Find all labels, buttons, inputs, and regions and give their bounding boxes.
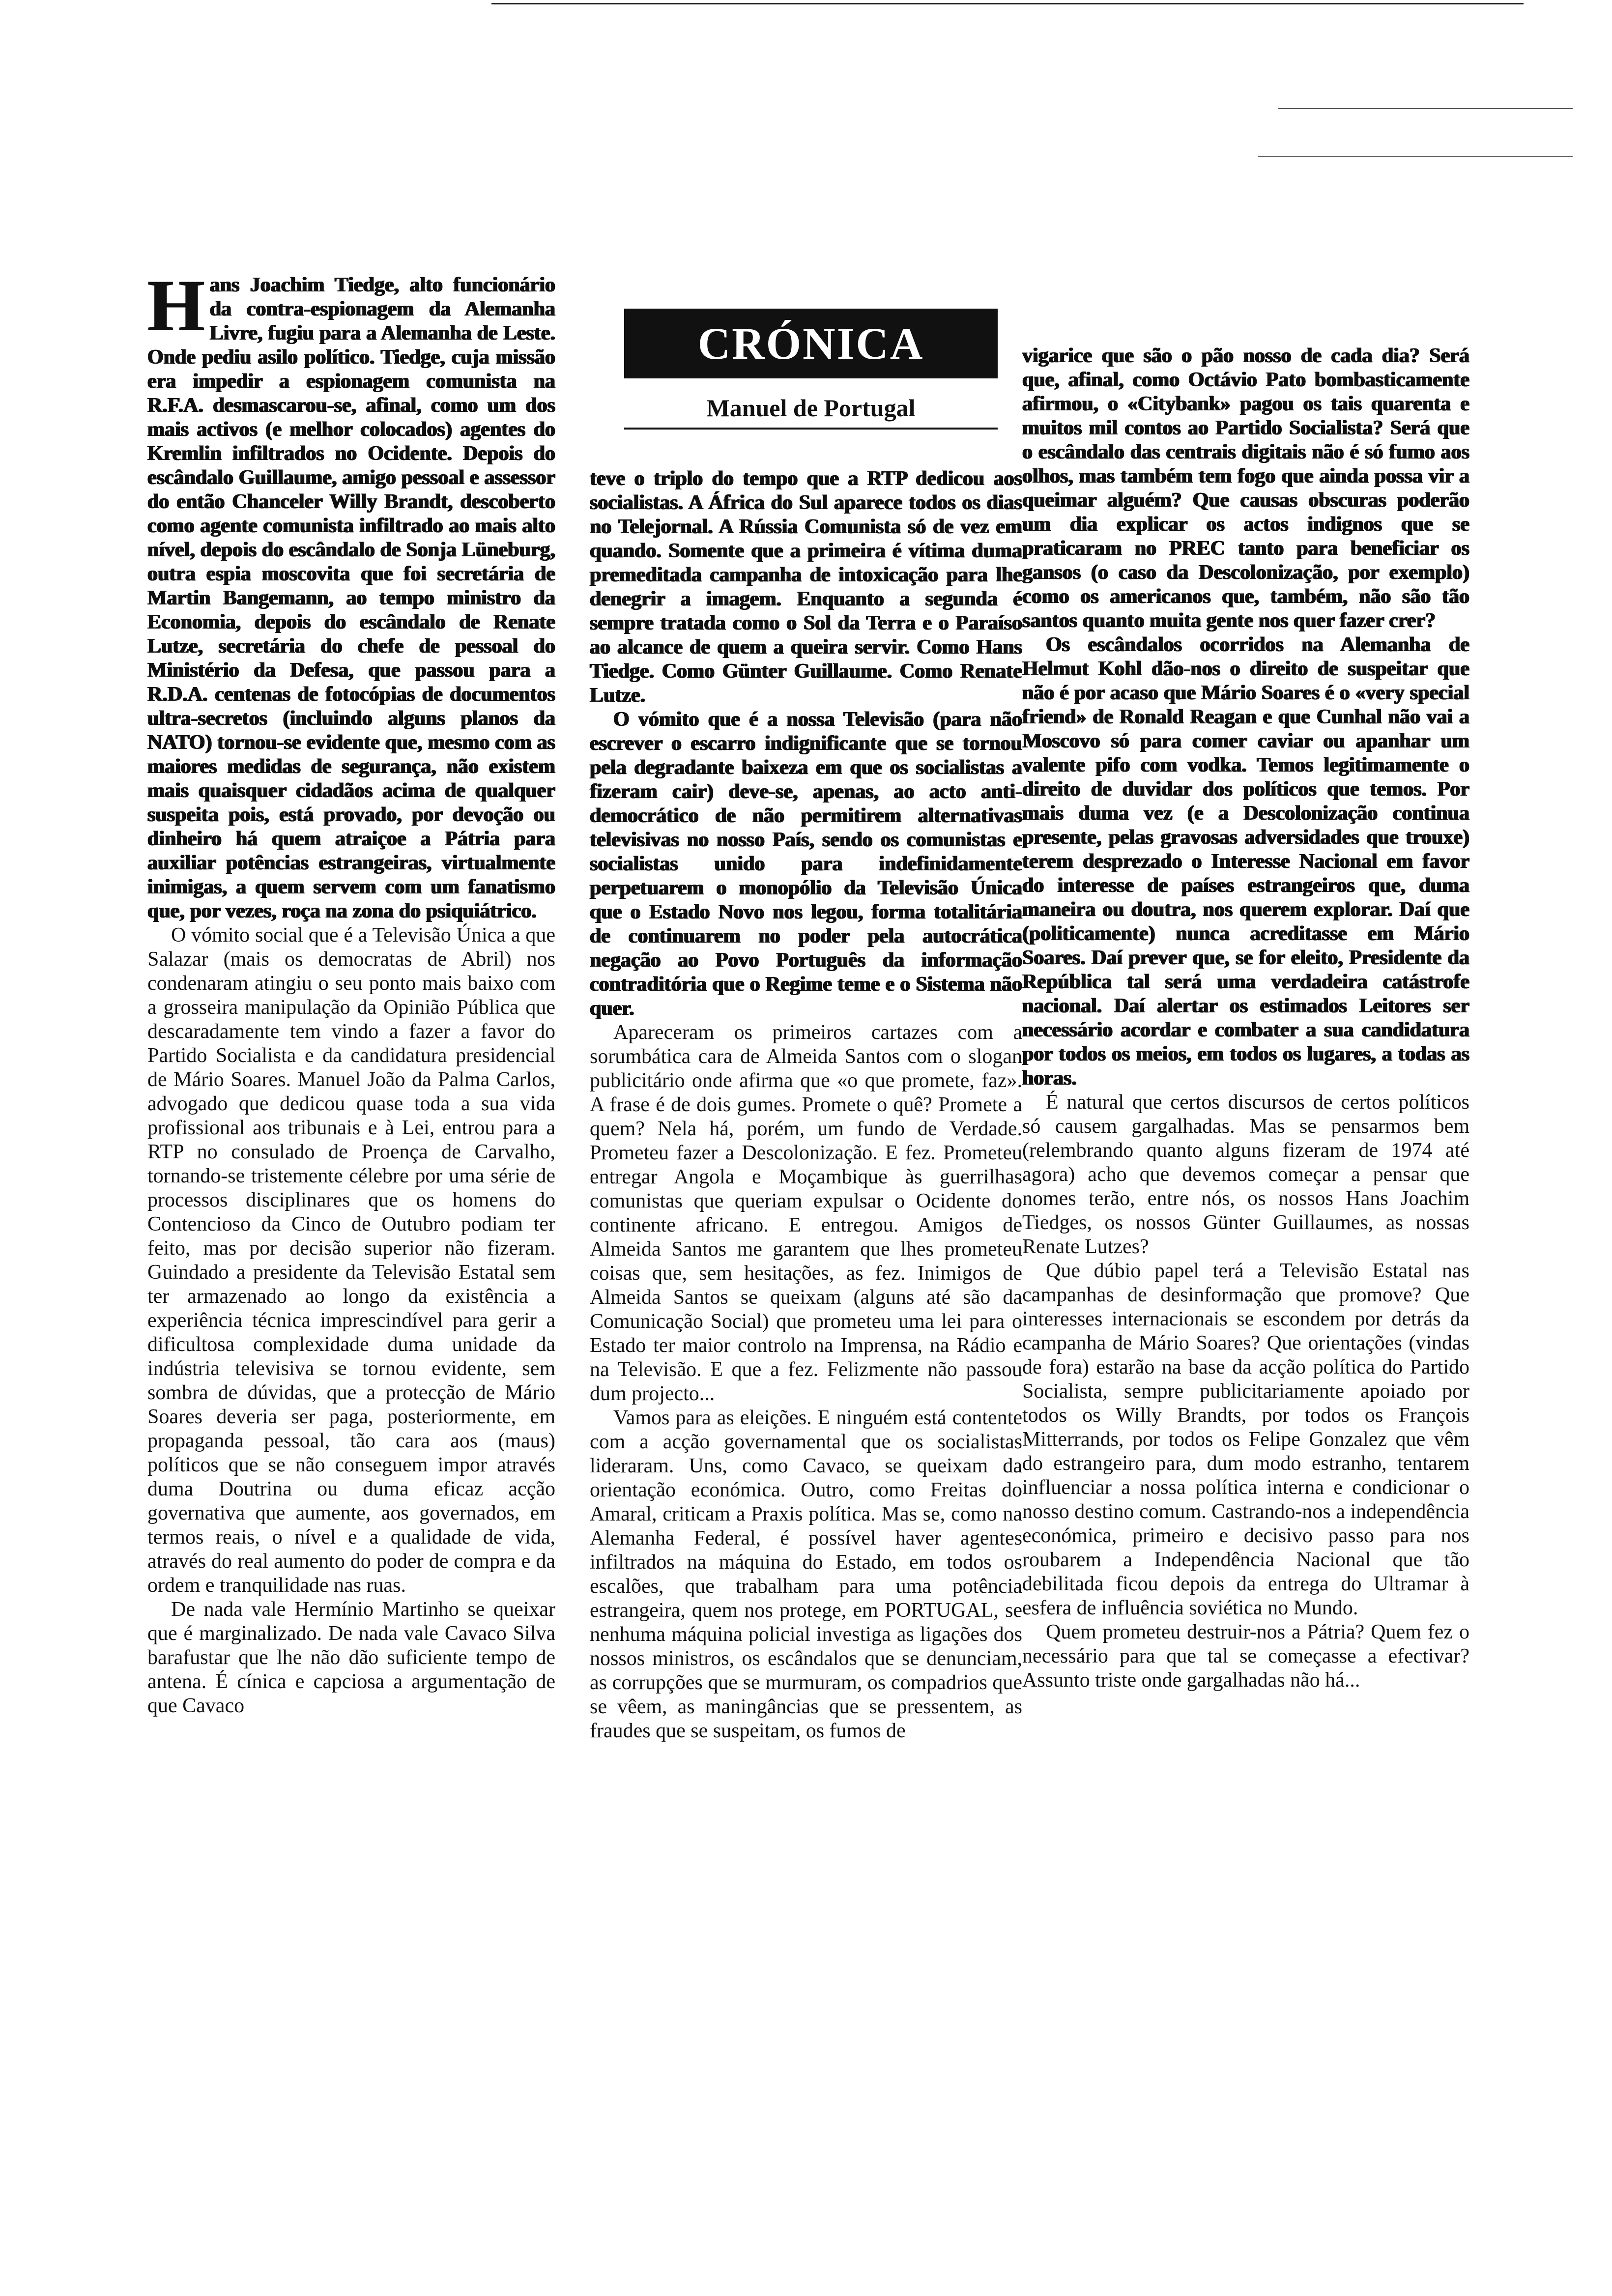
column-2 xyxy=(590,467,1022,1743)
paragraph: É natural que certos discursos de certos políticos só causem gargalhadas. Mas se pensarmos bem (relembrando quanto alguns fizeram de 1974 até agora) acho que devemos começar a pensar que nomes terão, entre nós, os nossos Hans Joachim Tiedges, os nossos Günter Guillaumes, as nossas Renate Lutzes? xyxy=(1022,1091,1469,1258)
paragraph: Que dúbio papel terá a Televisão Estatal nas campanhas de desinformação que promove? Que interesses internacionais se escondem por detrás da campanha de Mário Soares? Que orientações (vindas de fora) estarão na base da acção política do Partido Socialista, sempre publicitariamente apoiado por todos os Willy Brandts, por todos os François Mitterrands, por todos os Felipe Gonzalez que vêm do estrangeiro para, dum modo estranho, tentarem influenciar a nossa política interna e condicionar o nosso destino comum. Castrando-nos a independência económica, primeiro e decisivo passo para nos roubarem a Independência Nacional que tão debilitada ficou depois da entrega do Ultramar à esfera de influência soviética no Mundo. xyxy=(1022,1260,1469,1619)
paragraph: Os escândalos ocorridos na Alemanha de Helmut Kohl dão-nos o direito de suspeitar que não é por acaso que Mário Soares é o «very special friend» de Ronald Reagan e que Cunhal não vai a Moscovo só para comer caviar ou apanhar um valente pifo com vodka. Temos legitimamente o direito de duvidar dos políticos que temos. Por mais duma vez (e a Descolonização continua presente, pelas gravosas adversidades que trouxe) terem desprezado o Interesse Nacional em favor do interesse de países estrangeiros que, duma maneira ou doutra, nos querem explorar. Daí que (politicamente) nunca acreditasse em Mário Soares. Daí prever que, se for eleito, Presidente da República tal será uma verdadeira catástrofe nacional. Daí alertar os estimados Leitores ser necessário acordar e combater a sua candidatura por todos os meios, em todos os lugares, a todas as horas. xyxy=(1022,633,1469,1090)
scan-speck xyxy=(1278,108,1573,109)
section-header: CRÓNICA xyxy=(624,309,998,378)
paragraph: O vómito social que é a Televisão Única a que Salazar (mais os democratas de Abril) nos condenaram atingiu o seu ponto mais baixo com a grosseira manipulação da Opinião Pública que descaradamente tem vindo a fazer a favor do Partido Socialista e da candidatura presidencial de Mário Soares. Manuel João da Palma Carlos, advogado que dedicou quase toda a sua vida profissional aos tribunais e à Lei, entrou para a RTP no consulado de Proença de Carvalho, tornando-se tristemente célebre por uma série de processos disciplinares que os homens do Contencioso da Cinco de Outubro podiam ter feito, mas por decisão superior não fizeram. Guindado a presidente da Televisão Estatal sem ter armazenado ao longo da existência a experiência técnica imprescindível para gerir a dificultosa complexidade duma unidade da indústria televisiva se tornou evidente, sem sombra de dúvidas, que a protecção de Mário Soares deveria ser paga, posteriormente, em propaganda pessoal, tão cara aos (maus) políticos que se não conseguem impor através duma Doutrina ou duma eficaz acção governativa que aumente, aos governados, em termos reais, o nível e a qualidade de vida, através do real aumento do poder de compra e da ordem e tranquilidade nas ruas. xyxy=(147,924,555,1597)
column-3 xyxy=(1022,344,1469,1693)
scan-line xyxy=(491,3,1524,4)
paragraph: vigarice que são o pão nosso de cada dia? Será que, afinal, como Octávio Pato bombasticamente afirmou, o «Citybank» pagou os tais quarenta e muitos mil contos ao Partido Socialista? Será que o escândalo das centrais digitais não é só fumo aos olhos, mas também tem fogo que ainda possa vir a queimar alguém? Que causas obscuras poderão um dia explicar os actos indignos que se praticaram no PREC tanto para beneficiar os gansos (o caso da Descolonização, por exemplo) como os americanos que, também, não são tão santos quanto muita gente nos quer fazer crer? xyxy=(1022,344,1469,632)
paragraph: Vamos para as eleições. E ninguém está contente com a acção governamental que os socialistas lideraram. Uns, como Cavaco, se queixam da orientação económica. Outro, como Freitas do Amaral, criticam a Praxis política. Mas se, como na Alemanha Federal, é possível haver agentes infiltrados na máquina do Estado, em todos os escalões, que trabalham para uma potência estrangeira, quem nos protege, em PORTUGAL, se nenhuma máquina policial investiga as ligações dos nossos ministros, os escândalos que se denunciam, as corrupções que se murmuram, os compadrios que se vêem, as maningâncias que se pressentem, as fraudes que se suspeitam, os fumos de xyxy=(590,1406,1022,1742)
paragraph: De nada vale Hermínio Martinho se queixar que é marginalizado. De nada vale Cavaco Silva barafustar que lhe não dão suficiente tempo de antena. É cínica e capciosa a argumentação de que Cavaco xyxy=(147,1598,555,1717)
byline: Manuel de Portugal xyxy=(624,388,998,430)
column-1 xyxy=(147,265,555,1718)
paragraph: Apareceram os primeiros cartazes com a sorumbática cara de Almeida Santos com o slogan publicitário onde afirma que «o que promete, faz». A frase é de dois gumes. Promete o quê? Promete a quem? Nela há, porém, um fundo de Verdade. Prometeu fazer a Descolonização. E fez. Prometeu entregar Angola e Moçambique às guerrilhas comunistas que queriam expulsar o Ocidente do continente africano. E entregou. Amigos de Almeida Santos me garantem que lhes prometeu coisas que, sem hesitações, as fez. Inimigos de Almeida Santos se queixam (alguns até são da Comunicação Social) que prometeu uma lei para o Estado ter maior controlo na Imprensa, na Rádio e na Televisão. E que a fez. Felizmente não passou dum projecto... xyxy=(590,1021,1022,1405)
scan-speck xyxy=(1258,156,1573,157)
drop-cap: H xyxy=(147,265,205,346)
paragraph: teve o triplo do tempo que a RTP dedicou aos socialistas. A África do Sul aparece todos os dias no Telejornal. A Rússia Comunista só de vez em quando. Somente que a primeira é vítima duma premeditada campanha de intoxicação para lhe denegrir a imagem. Enquanto a segunda é sempre tratada como o Sol da Terra e o Paraíso ao alcance de quem a queira servir. Como Hans Tiedge. Como Günter Guillaume. Como Renate Lutze. xyxy=(590,467,1022,707)
paragraph: Quem prometeu destruir-nos a Pátria? Quem fez o necessário para que tal se começasse a efectivar? Assunto triste onde gargalhadas não há... xyxy=(1022,1621,1469,1692)
paragraph: O vómito que é a nossa Televisão (para não escrever o escarro indignificante que se tornou pela degradante baixeza em que os socialistas a fizeram cair) deve-se, apenas, ao acto anti-democrático de não permitirem alternativas televisivas no nosso País, sendo os comunistas e socialistas unido para indefinidamente perpetuarem o monopólio da Televisão Única que o Estado Novo nos legou, forma totalitária de continuarem no poder pela autocrática negação ao Povo Português da informação contraditória que o Regime teme e o Sistema não quer. xyxy=(590,708,1022,1020)
paragraph: Hans Joachim Tiedge, alto funcionário da contra-espionagem da Alemanha Livre, fugiu para a Alemanha de Leste. Onde pediu asilo político. Tiedge, cuja missão era impedir a espionagem comunista na R.F.A. desmascarou-se, afinal, como um dos mais activos (e melhor colocados) agentes do Kremlin infiltrados no Ocidente. Depois do escândalo Guillaume, amigo pessoal e assessor do então Chanceler Willy Brandt, descoberto como agente comunista infiltrado ao mais alto nível, depois do escândalo de Sonja Lüneburg, outra espia moscovita que foi secretária de Martin Bangemann, ao tempo ministro da Economia, depois do escândalo de Renate Lutze, secretária do chefe de pessoal do Ministério da Defesa, que passou para a R.D.A. centenas de fotocópias de documentos ultra-secretos (incluindo alguns planos da NATO) tornou-se evidente que, mesmo com as maiores medidas de segurança, não existem mais quaisquer cidadãos acima de qualquer suspeita pois, está provado, por devoção ou dinheiro há quem atraiçoe a Pátria para auxiliar potências estrangeiras, virtualmente inimigas, a quem servem com um fanatismo que, por vezes, roça na zona do psiquiátrico. xyxy=(147,265,555,922)
